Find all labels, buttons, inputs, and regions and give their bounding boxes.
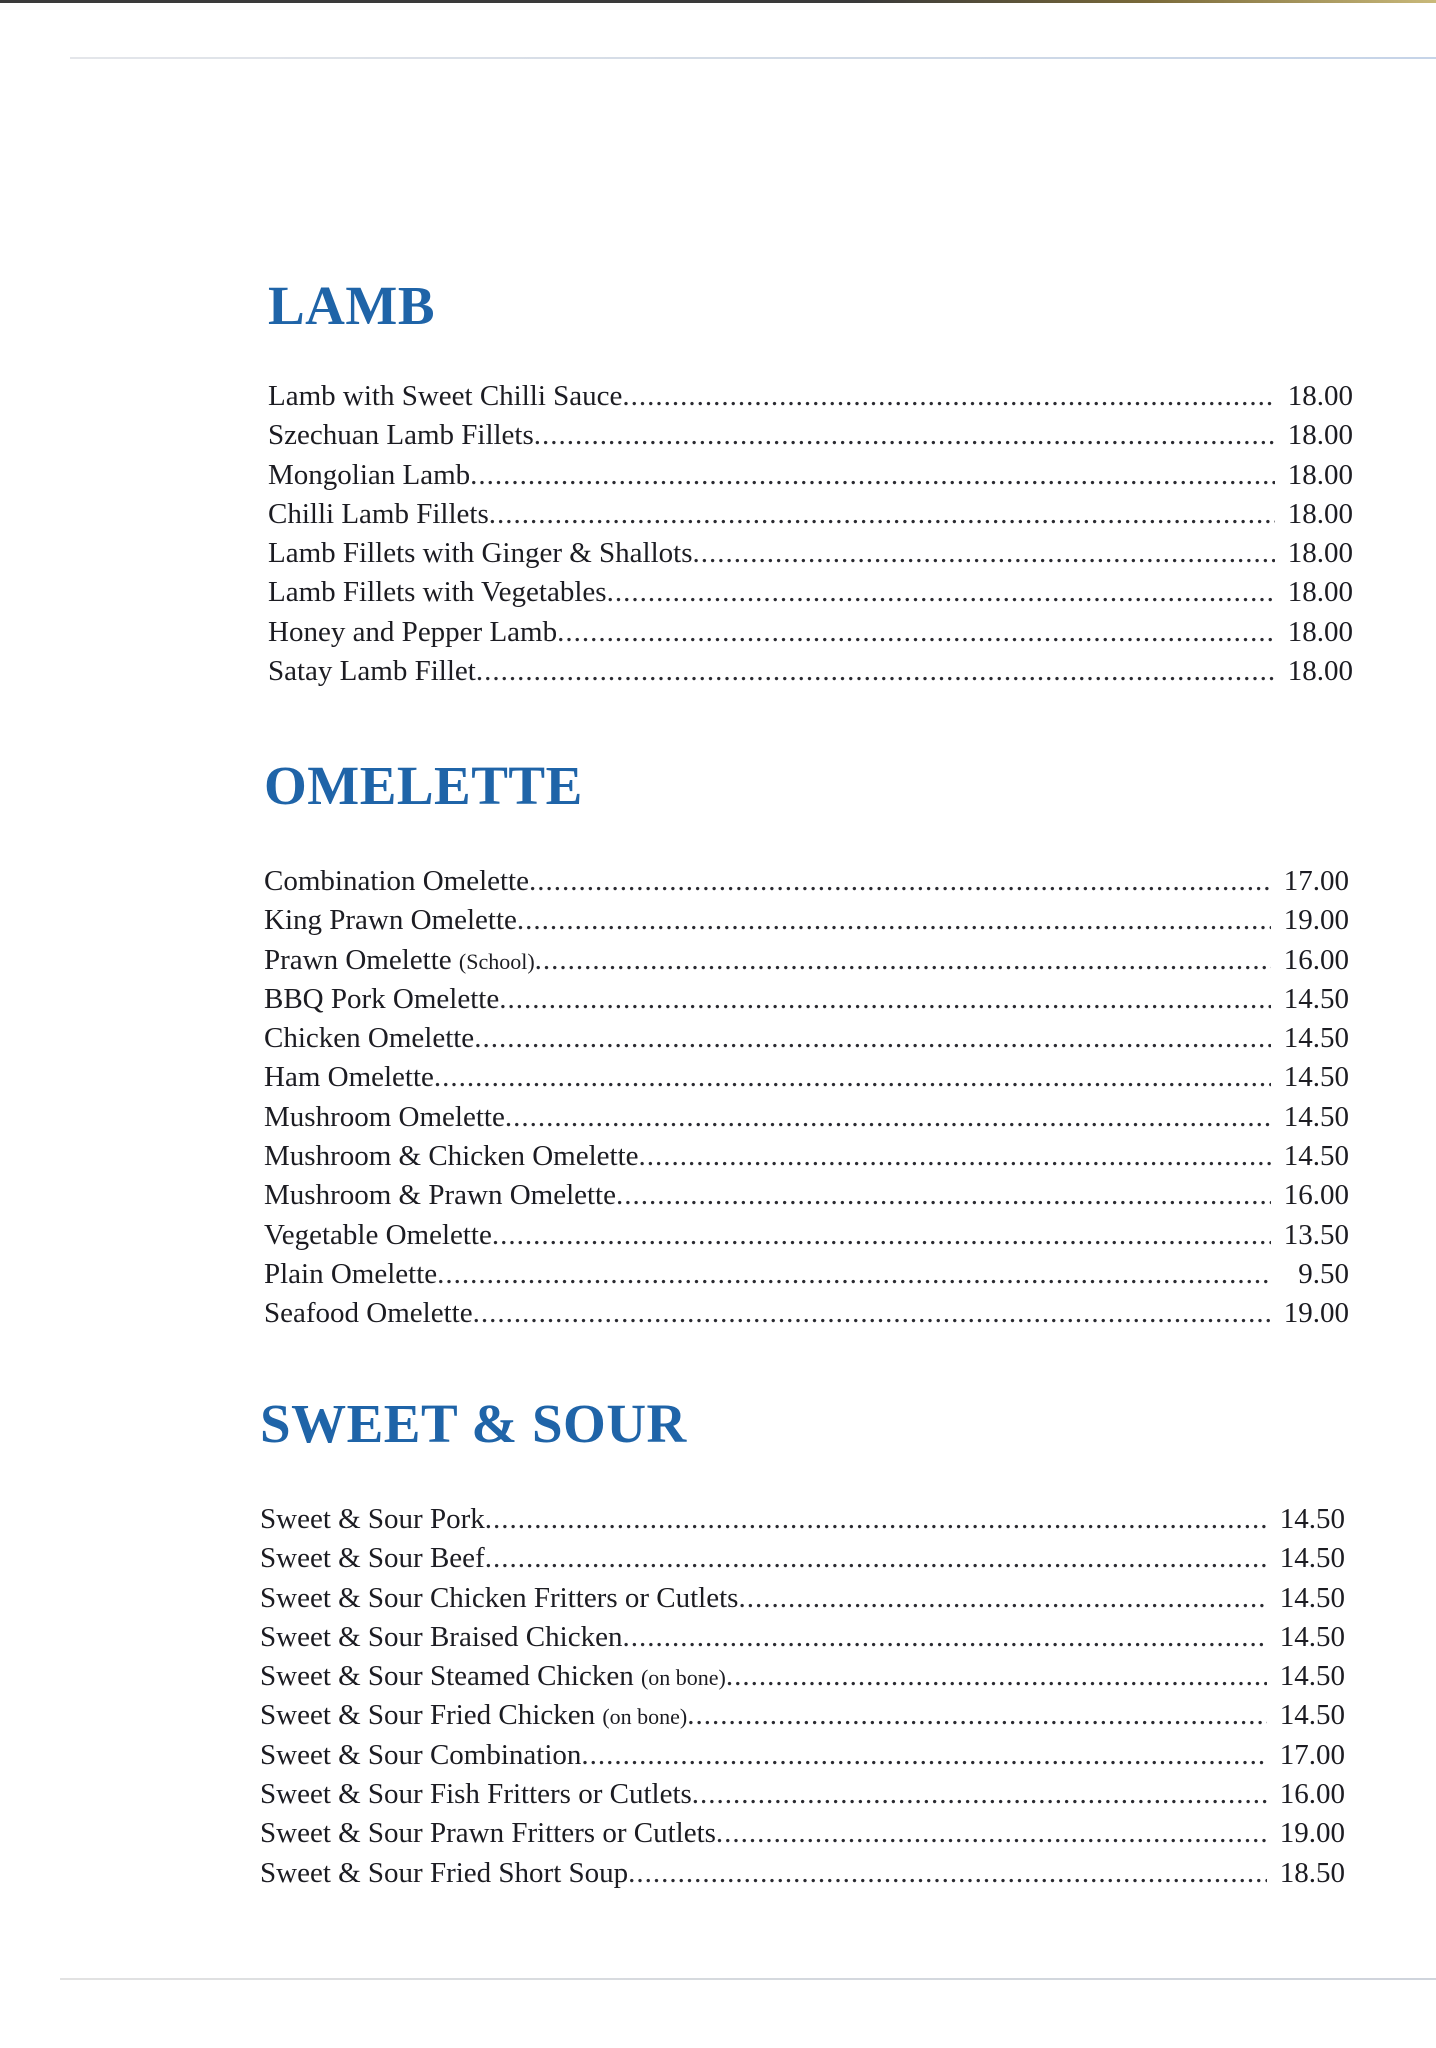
dot-leader (639, 1137, 1271, 1176)
dot-leader (474, 1019, 1271, 1058)
dot-leader (534, 416, 1275, 455)
bottom-divider (60, 1978, 1436, 1980)
item-price: 16.00 (1283, 1179, 1349, 1212)
item-name-text: Seafood Omelette (264, 1297, 473, 1330)
item-name (260, 1736, 581, 1775)
item-name-text: Combination Omelette (264, 865, 529, 897)
item-price: 14.50 (1279, 1581, 1345, 1614)
item-name (264, 980, 499, 1019)
item-name (264, 1294, 473, 1333)
dot-leader (622, 377, 1275, 416)
dot-leader (687, 1696, 1267, 1735)
item-price: 18.00 (1287, 537, 1353, 570)
item-name (264, 1176, 616, 1215)
dot-leader (693, 534, 1275, 573)
menu-item (268, 652, 1353, 691)
item-price: 18.00 (1287, 458, 1353, 491)
dot-leader (473, 1294, 1271, 1333)
item-name-text: Vegetable Omelette (264, 1218, 492, 1251)
menu-item (268, 613, 1353, 652)
dot-leader (489, 495, 1275, 534)
item-price: 19.00 (1283, 1297, 1349, 1330)
dot-leader (616, 1176, 1271, 1215)
item-price: 18.00 (1287, 655, 1353, 688)
item-price: 14.50 (1279, 1542, 1345, 1575)
item-price: 18.00 (1287, 576, 1353, 609)
menu-item (264, 1058, 1349, 1097)
dot-leader (437, 1255, 1271, 1294)
item-note: (on bone) (602, 1704, 688, 1730)
menu-item (268, 456, 1353, 495)
section-lamb (268, 275, 1353, 691)
item-name-text: Szechuan Lamb Fillets (268, 419, 534, 452)
menu-item (260, 1657, 1345, 1696)
item-name (264, 1137, 639, 1176)
menu-item (260, 1579, 1345, 1618)
dot-leader (726, 1657, 1267, 1696)
item-name-text: Sweet & Sour Fried Short Soup (260, 1856, 629, 1889)
item-name (260, 1539, 485, 1578)
item-price: 18.00 (1287, 419, 1353, 452)
dot-leader (622, 1618, 1267, 1657)
item-name (264, 941, 535, 981)
item-name (264, 862, 529, 901)
item-name-text: Sweet & Sour Combination (260, 1738, 582, 1771)
item-name (260, 1775, 692, 1814)
item-name (264, 1255, 437, 1294)
item-name (268, 534, 693, 573)
item-name-text: Mongolian Lamb (268, 458, 471, 491)
item-name-text: Sweet & Sour Chicken Fritters or Cutlets (260, 1581, 739, 1614)
dot-leader (505, 1098, 1271, 1137)
menu-item (264, 862, 1349, 901)
item-price: 18.00 (1287, 497, 1353, 530)
dot-leader (470, 456, 1275, 495)
dot-leader (434, 1058, 1271, 1097)
dot-leader (485, 1539, 1267, 1578)
item-name (264, 1058, 434, 1097)
item-name (268, 652, 476, 691)
item-price: 14.50 (1283, 1100, 1349, 1133)
dot-leader (628, 1854, 1267, 1893)
menu-item (264, 941, 1349, 980)
item-name-text: Plain Omelette (264, 1257, 438, 1290)
menu-item (268, 377, 1353, 416)
item-name-text: Lamb with Sweet Chilli Sauce (268, 380, 623, 412)
item-name-text: Mushroom & Chicken Omelette (264, 1140, 639, 1173)
item-name-text: Mushroom & Prawn Omelette (264, 1179, 616, 1212)
item-price: 14.50 (1279, 1620, 1345, 1653)
menu-item (260, 1618, 1345, 1657)
menu-item (260, 1736, 1345, 1775)
item-name (268, 573, 607, 612)
item-price: 14.50 (1283, 1061, 1349, 1094)
item-name-text: Sweet & Sour Beef (260, 1542, 485, 1575)
item-price: 19.00 (1283, 904, 1349, 937)
item-price: 14.50 (1283, 982, 1349, 1015)
item-name-text: Ham Omelette (264, 1061, 434, 1094)
item-name (264, 1216, 492, 1255)
dot-leader (738, 1579, 1267, 1618)
dot-leader (535, 941, 1271, 980)
section-title-sweet-and-sour: SWEET & SOUR (260, 1393, 687, 1454)
menu-item (260, 1814, 1345, 1853)
menu-item (264, 901, 1349, 940)
item-name (268, 613, 557, 652)
scan-top-edge (0, 0, 1436, 3)
item-name-text: Chilli Lamb Fillets (268, 497, 489, 530)
dot-leader (499, 980, 1271, 1019)
item-name-text: Sweet & Sour Steamed Chicken (260, 1660, 634, 1693)
item-price: 18.00 (1287, 380, 1353, 412)
item-price: 14.50 (1283, 1022, 1349, 1055)
menu-item (268, 416, 1353, 455)
item-name-text: Sweet & Sour Pork (260, 1503, 485, 1535)
item-name-text: Sweet & Sour Fish Fritters or Cutlets (260, 1778, 692, 1811)
item-name (268, 456, 470, 495)
dot-leader (517, 901, 1271, 940)
menu-item (264, 1019, 1349, 1058)
dot-leader (716, 1814, 1267, 1853)
item-name-text: Prawn Omelette (264, 943, 452, 976)
item-name-text: Lamb Fillets with Vegetables (268, 576, 607, 609)
menu-item (260, 1696, 1345, 1735)
item-name (268, 416, 534, 455)
item-name-text: Mushroom Omelette (264, 1100, 505, 1133)
item-name-text: King Prawn Omelette (264, 904, 517, 937)
menu-item (260, 1500, 1345, 1539)
section-omelette (264, 755, 1349, 1334)
item-name (268, 495, 489, 534)
menu-item (264, 1098, 1349, 1137)
item-name (260, 1500, 485, 1539)
item-price: 16.00 (1279, 1778, 1345, 1811)
dot-leader (492, 1216, 1271, 1255)
dot-leader (581, 1736, 1267, 1775)
item-name (260, 1579, 738, 1618)
menu-item (264, 980, 1349, 1019)
item-name-text: Lamb Fillets with Ginger & Shallots (268, 537, 693, 570)
menu-item (260, 1854, 1345, 1893)
item-price: 18.00 (1287, 615, 1353, 648)
item-price: 17.00 (1279, 1738, 1345, 1771)
item-note: (on bone) (640, 1665, 726, 1691)
dot-leader (529, 862, 1271, 901)
item-name-text: Satay Lamb Fillet (268, 655, 476, 688)
item-name (260, 1854, 628, 1893)
item-price: 16.00 (1283, 943, 1349, 976)
menu-item (268, 534, 1353, 573)
item-name-text: Chicken Omelette (264, 1022, 475, 1055)
dot-leader (485, 1500, 1267, 1539)
menu-item (264, 1137, 1349, 1176)
menu-item (260, 1539, 1345, 1578)
item-name-text: BBQ Pork Omelette (264, 982, 500, 1015)
item-price: 9.50 (1298, 1257, 1349, 1290)
menu-item (260, 1775, 1345, 1814)
dot-leader (557, 613, 1275, 652)
menu-item (268, 495, 1353, 534)
menu-item (264, 1294, 1349, 1333)
item-price: 18.50 (1279, 1856, 1345, 1889)
item-price: 14.50 (1283, 1140, 1349, 1173)
menu-list-omelette (264, 862, 1349, 1334)
item-name (260, 1657, 726, 1697)
top-divider (70, 57, 1436, 59)
item-name-text: Sweet & Sour Fried Chicken (260, 1699, 596, 1732)
section-sweet-and-sour (260, 1393, 1345, 1893)
dot-leader (692, 1775, 1267, 1814)
item-name (260, 1618, 622, 1657)
item-price: 17.00 (1283, 865, 1349, 897)
item-price: 14.50 (1279, 1699, 1345, 1732)
item-name-text: Sweet & Sour Braised Chicken (260, 1620, 623, 1653)
item-price: 13.50 (1283, 1218, 1349, 1251)
item-note: (School) (458, 948, 535, 974)
section-title-lamb: LAMB (268, 275, 435, 336)
menu-item (268, 573, 1353, 612)
item-name (264, 1098, 505, 1137)
dot-leader (476, 652, 1275, 691)
section-title-omelette: OMELETTE (264, 755, 583, 816)
item-name-text: Honey and Pepper Lamb (268, 615, 558, 648)
item-price: 14.50 (1279, 1503, 1345, 1535)
item-price: 19.00 (1279, 1817, 1345, 1850)
menu-item (264, 1216, 1349, 1255)
item-name (268, 377, 622, 416)
menu-item (264, 1176, 1349, 1215)
dot-leader (607, 573, 1275, 612)
menu-list-lamb (268, 377, 1353, 691)
menu-item (264, 1255, 1349, 1294)
item-name-text: Sweet & Sour Prawn Fritters or Cutlets (260, 1817, 716, 1850)
item-name (264, 901, 517, 940)
item-name (264, 1019, 474, 1058)
item-name (260, 1696, 687, 1736)
item-name (260, 1814, 716, 1853)
item-price: 14.50 (1279, 1660, 1345, 1693)
menu-list-sweet-and-sour (260, 1500, 1345, 1893)
